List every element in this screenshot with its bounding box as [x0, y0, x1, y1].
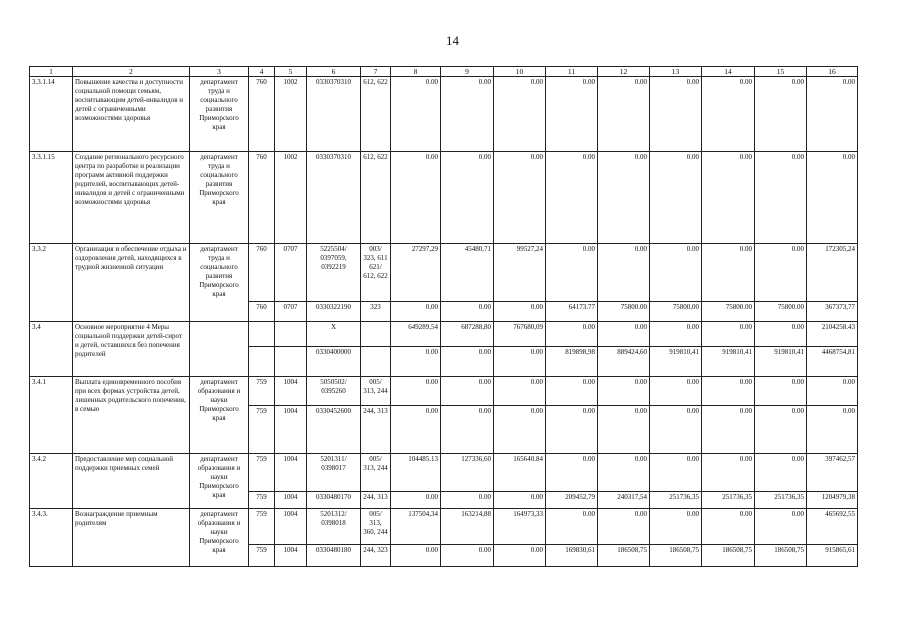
- value-cell: 64173.77: [546, 302, 598, 322]
- code-cell: 0707: [275, 302, 307, 322]
- header-cell: 2: [73, 67, 190, 77]
- value-cell: 0.00: [598, 406, 650, 454]
- header-cell: 13: [650, 67, 702, 77]
- table-row: [30, 454, 858, 492]
- header-cell: 7: [361, 67, 391, 77]
- header-cell: 12: [598, 67, 650, 77]
- activity-name: Основное мероприятие 4 Меры социальной поддержки детей-сирот и детей, оставшихся без попечения родителей: [73, 322, 190, 377]
- value-cell: 0.00: [441, 347, 494, 377]
- value-cell: 0.00: [650, 454, 702, 492]
- value-cell: 240317,54: [598, 492, 650, 509]
- value-cell: 0.00: [755, 322, 807, 347]
- executor: департамент образования и науки Приморского края: [190, 377, 249, 454]
- code-cell: 0330322190: [307, 302, 361, 322]
- value-cell: 27297,29: [391, 244, 441, 302]
- value-cell: 0.00: [441, 492, 494, 509]
- value-cell: 0.00: [494, 377, 546, 406]
- value-cell: 0.00: [702, 322, 755, 347]
- value-cell: 0.00: [441, 302, 494, 322]
- code-cell: 005/ 313, 360, 244: [361, 509, 391, 545]
- value-cell: 0.00: [702, 377, 755, 406]
- code-cell: 759: [249, 377, 275, 406]
- code-cell: 5201311/ 0398017: [307, 454, 361, 492]
- value-cell: 0.00: [391, 302, 441, 322]
- value-cell: 0.00: [702, 406, 755, 454]
- value-cell: 0.00: [391, 492, 441, 509]
- value-cell: 465692,55: [807, 509, 858, 545]
- value-cell: 0.00: [650, 509, 702, 545]
- code-cell: [249, 347, 275, 377]
- value-cell: 99527,24: [494, 244, 546, 302]
- activity-name: Выплата единовременного пособия при всех формах устройства детей, лишенных родительского попечения, в семью: [73, 377, 190, 454]
- value-cell: 0.00: [702, 509, 755, 545]
- value-cell: 767680,09: [494, 322, 546, 347]
- code-cell: 1004: [275, 509, 307, 545]
- value-cell: 0.00: [546, 377, 598, 406]
- activity-name: Создание регионального ресурсного центра по разработке и реализации программ активной поддержки родителей, воспитывающих детей-инвалидов и детей с ограниченными возможностями здоровья: [73, 152, 190, 244]
- value-cell: 251736,35: [755, 492, 807, 509]
- value-cell: 0.00: [650, 244, 702, 302]
- value-cell: 45480,71: [441, 244, 494, 302]
- value-cell: 0.00: [650, 152, 702, 244]
- table-row: [30, 509, 858, 545]
- code-cell: 1002: [275, 152, 307, 244]
- activity-name: Вознаграждение приемным родителям: [73, 509, 190, 567]
- value-cell: 104485.13: [391, 454, 441, 492]
- value-cell: 0.00: [650, 322, 702, 347]
- code-cell: [361, 347, 391, 377]
- row-number: 3.4.1: [30, 377, 73, 454]
- value-cell: 0.00: [494, 302, 546, 322]
- value-cell: 0.00: [391, 406, 441, 454]
- code-cell: [275, 347, 307, 377]
- code-cell: [275, 322, 307, 347]
- value-cell: 0.00: [702, 152, 755, 244]
- value-cell: 0.00: [391, 77, 441, 152]
- code-cell: 5050502/ 0395260: [307, 377, 361, 406]
- value-cell: 0.00: [494, 406, 546, 454]
- value-cell: 0.00: [546, 77, 598, 152]
- header-cell: 14: [702, 67, 755, 77]
- page-number: 14: [446, 33, 459, 48]
- executor: [190, 322, 249, 377]
- value-cell: 0.00: [494, 545, 546, 567]
- header-cell: 1: [30, 67, 73, 77]
- value-cell: 687288,80: [441, 322, 494, 347]
- code-cell: 003/ 323, 611 621/ 612, 622: [361, 244, 391, 302]
- value-cell: 186508,75: [755, 545, 807, 567]
- value-cell: 1204979,38: [807, 492, 858, 509]
- value-cell: 919810,41: [755, 347, 807, 377]
- value-cell: 0.00: [598, 244, 650, 302]
- table-row: [30, 152, 858, 244]
- header-row: [30, 67, 858, 77]
- code-cell: 005/ 313, 244: [361, 377, 391, 406]
- value-cell: 209452,79: [546, 492, 598, 509]
- value-cell: 172305,24: [807, 244, 858, 302]
- executor: департамент образования и науки Приморского края: [190, 454, 249, 509]
- code-cell: 0330480170: [307, 492, 361, 509]
- activity-name: Организация и обеспечение отдыха и оздоровления детей, находящихся в трудной жизненной ситуации: [73, 244, 190, 322]
- value-cell: 2104258.43: [807, 322, 858, 347]
- code-cell: 005/ 313, 244: [361, 454, 391, 492]
- value-cell: 186508,75: [650, 545, 702, 567]
- executor: департамент труда и социального развития Приморского края: [190, 152, 249, 244]
- value-cell: 649289,54: [391, 322, 441, 347]
- value-cell: 0.00: [807, 377, 858, 406]
- value-cell: 919810,41: [702, 347, 755, 377]
- code-cell: 760: [249, 244, 275, 302]
- value-cell: 0.00: [494, 152, 546, 244]
- code-cell: 0707: [275, 244, 307, 302]
- value-cell: 0.00: [391, 347, 441, 377]
- executor: департамент труда и социального развития Приморского края: [190, 77, 249, 152]
- value-cell: 0.00: [441, 545, 494, 567]
- value-cell: 0.00: [441, 152, 494, 244]
- code-cell: 759: [249, 454, 275, 492]
- value-cell: 0.00: [391, 545, 441, 567]
- value-cell: 0.00: [546, 244, 598, 302]
- value-cell: 0.00: [598, 77, 650, 152]
- value-cell: 0.00: [546, 152, 598, 244]
- value-cell: 0.00: [650, 77, 702, 152]
- row-number: 3.3.1.14: [30, 77, 73, 152]
- header-cell: 16: [807, 67, 858, 77]
- row-number: 3.3.2: [30, 244, 73, 322]
- code-cell: X: [307, 322, 361, 347]
- value-cell: 397462,57: [807, 454, 858, 492]
- value-cell: 251736,35: [650, 492, 702, 509]
- code-cell: [249, 322, 275, 347]
- value-cell: 0.00: [546, 454, 598, 492]
- code-cell: 759: [249, 545, 275, 567]
- value-cell: 367373,77: [807, 302, 858, 322]
- value-cell: 0.00: [391, 377, 441, 406]
- value-cell: 75800,00: [650, 302, 702, 322]
- value-cell: 0.00: [807, 77, 858, 152]
- code-cell: 0330480180: [307, 545, 361, 567]
- executor: департамент труда и социального развития Приморского края: [190, 244, 249, 322]
- value-cell: 75800.00: [702, 302, 755, 322]
- code-cell: 323: [361, 302, 391, 322]
- value-cell: 915865,61: [807, 545, 858, 567]
- code-cell: [361, 322, 391, 347]
- value-cell: 0.00: [598, 454, 650, 492]
- value-cell: 0.00: [546, 509, 598, 545]
- code-cell: 760: [249, 77, 275, 152]
- value-cell: 0.00: [650, 406, 702, 454]
- activity-name: Повышение качества и доступности социальной помощи семьям, воспитывающим детей-инвалидов и детей с ограниченными возможностями здоровья: [73, 77, 190, 152]
- header-cell: 11: [546, 67, 598, 77]
- code-cell: 1004: [275, 406, 307, 454]
- row-number: 3.4.2: [30, 454, 73, 509]
- value-cell: 251736,35: [702, 492, 755, 509]
- value-cell: 169830,61: [546, 545, 598, 567]
- executor: департамент образования и науки Приморского края: [190, 509, 249, 567]
- table-row: [30, 377, 858, 406]
- header-cell: 15: [755, 67, 807, 77]
- code-cell: 0330452600: [307, 406, 361, 454]
- value-cell: 819898,98: [546, 347, 598, 377]
- header-cell: 6: [307, 67, 361, 77]
- code-cell: 5201312/ 0398018: [307, 509, 361, 545]
- value-cell: 0.00: [755, 406, 807, 454]
- header-cell: 5: [275, 67, 307, 77]
- value-cell: 0.00: [546, 322, 598, 347]
- row-number: 3.3.1.15: [30, 152, 73, 244]
- value-cell: 0.00: [598, 377, 650, 406]
- value-cell: 165640.84: [494, 454, 546, 492]
- table-row: [30, 322, 858, 347]
- value-cell: 0.00: [494, 347, 546, 377]
- code-cell: 1004: [275, 492, 307, 509]
- code-cell: 0330370310: [307, 77, 361, 152]
- value-cell: 0.00: [702, 454, 755, 492]
- code-cell: 1002: [275, 77, 307, 152]
- header-cell: 4: [249, 67, 275, 77]
- value-cell: 0.00: [755, 377, 807, 406]
- code-cell: 1004: [275, 377, 307, 406]
- header-cell: 10: [494, 67, 546, 77]
- value-cell: 0.00: [441, 77, 494, 152]
- header-cell: 9: [441, 67, 494, 77]
- code-cell: 244, 313: [361, 406, 391, 454]
- code-cell: 0330400000: [307, 347, 361, 377]
- value-cell: 889424,60: [598, 347, 650, 377]
- value-cell: 0.00: [598, 152, 650, 244]
- value-cell: 0.00: [807, 152, 858, 244]
- value-cell: 0.00: [441, 406, 494, 454]
- value-cell: 127336,60: [441, 454, 494, 492]
- code-cell: 1004: [275, 545, 307, 567]
- value-cell: 75800.00: [755, 302, 807, 322]
- value-cell: 0.00: [494, 77, 546, 152]
- code-cell: 244, 323: [361, 545, 391, 567]
- value-cell: 0.00: [441, 377, 494, 406]
- value-cell: 75800.00: [598, 302, 650, 322]
- code-cell: 612, 622: [361, 152, 391, 244]
- value-cell: 0.00: [755, 454, 807, 492]
- budget-table: [29, 66, 858, 567]
- value-cell: 163214,88: [441, 509, 494, 545]
- row-number: 3.4.3.: [30, 509, 73, 567]
- code-cell: 759: [249, 509, 275, 545]
- table-row: [30, 77, 858, 152]
- value-cell: 0.00: [598, 322, 650, 347]
- value-cell: 0.00: [650, 377, 702, 406]
- value-cell: 0.00: [755, 244, 807, 302]
- value-cell: 0.00: [807, 406, 858, 454]
- activity-name: Предоставление мер социальной поддержки приемных семей: [73, 454, 190, 509]
- value-cell: 137504,34: [391, 509, 441, 545]
- value-cell: 164973,33: [494, 509, 546, 545]
- code-cell: 760: [249, 152, 275, 244]
- value-cell: 0.00: [702, 244, 755, 302]
- table-row: [30, 244, 858, 302]
- value-cell: 0.00: [546, 406, 598, 454]
- value-cell: 0.00: [391, 152, 441, 244]
- value-cell: 0.00: [598, 509, 650, 545]
- value-cell: 186508,75: [598, 545, 650, 567]
- row-number: 3.4: [30, 322, 73, 377]
- code-cell: 759: [249, 406, 275, 454]
- value-cell: 4468754,81: [807, 347, 858, 377]
- value-cell: 0.00: [755, 152, 807, 244]
- value-cell: 919810,41: [650, 347, 702, 377]
- value-cell: 0.00: [494, 492, 546, 509]
- code-cell: 244, 313: [361, 492, 391, 509]
- code-cell: 759: [249, 492, 275, 509]
- code-cell: 0330370310: [307, 152, 361, 244]
- value-cell: 0.00: [755, 509, 807, 545]
- header-cell: 8: [391, 67, 441, 77]
- value-cell: 0.00: [755, 77, 807, 152]
- code-cell: 1004: [275, 454, 307, 492]
- header-cell: 3: [190, 67, 249, 77]
- value-cell: 0.00: [702, 77, 755, 152]
- code-cell: 5225504/ 0397059, 0392219: [307, 244, 361, 302]
- value-cell: 186508,75: [702, 545, 755, 567]
- code-cell: 612, 622: [361, 77, 391, 152]
- code-cell: 760: [249, 302, 275, 322]
